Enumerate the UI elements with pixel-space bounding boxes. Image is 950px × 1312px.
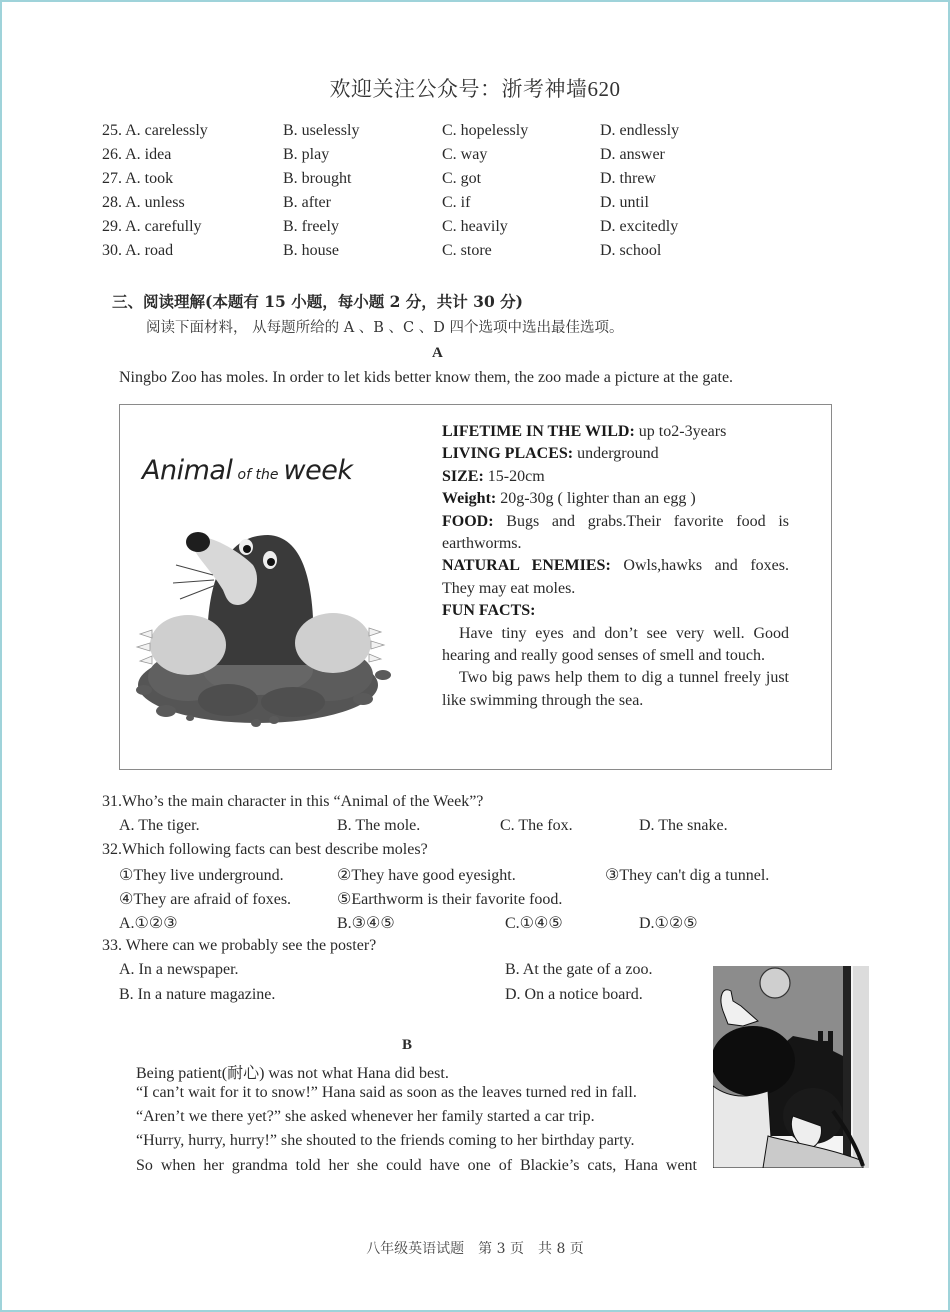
cloze-option: C. store — [442, 242, 492, 259]
cloze-option: C. hopelessly — [442, 122, 529, 139]
question-32-statement: ①They live underground. — [119, 867, 284, 884]
cloze-option: C. way — [442, 146, 488, 163]
poster-title-animal: Animal — [142, 455, 233, 486]
fact-weight: Weight: 20g-30g ( lighter than an egg ) — [442, 490, 696, 508]
part-b-label: B — [402, 1037, 413, 1053]
fact-lifetime: LIFETIME IN THE WILD: up to2-3years — [442, 423, 727, 440]
poster-title — [142, 455, 353, 486]
mole-image — [128, 495, 396, 735]
question-31-option-b[interactable]: B. The mole. — [337, 817, 421, 834]
page-footer: 八年级英语试题 第 3 页 共 8 页 — [366, 1241, 584, 1257]
passage-paragraph: “I can’t wait for it to snow!” Hana said as soon as the leaves turned red in fall. — [136, 1084, 637, 1101]
question-31-option-a[interactable]: A. The tiger. — [119, 817, 200, 834]
passage-paragraph: “Aren’t we there yet?” she asked whenever her family started a car trip. — [136, 1108, 595, 1125]
cloze-option: 25. A. carelessly — [102, 122, 208, 139]
cloze-option: B. after — [283, 194, 331, 211]
cloze-option: C. got — [442, 170, 482, 187]
passage-paragraph: So when her grandma told her she could have one of Blackie’s cats, Hana went — [136, 1157, 697, 1174]
question-32-statement: ④They are afraid of foxes. — [119, 891, 292, 908]
question-32-statement: ②They have good eyesight. — [337, 867, 516, 884]
passage-paragraph: Being patient(耐心) was not what Hana did best. — [136, 1065, 449, 1082]
animal-poster — [119, 404, 832, 770]
poster-title-week: week — [283, 455, 353, 486]
question-33-stem: 33. Where can we probably see the poster? — [102, 937, 377, 954]
poster-title-of-the: of the — [237, 467, 279, 483]
cloze-option: B. uselessly — [283, 122, 360, 139]
header-title: 欢迎关注公众号：浙考神墙620 — [329, 77, 621, 101]
fun-fact: Two big paws help them to dig a tunnel freely just like swimming through the sea. — [442, 669, 789, 709]
question-32-option-c[interactable]: C.①④⑤ — [505, 915, 563, 932]
fact-food: FOOD: Bugs and grabs.Their favorite food is earthworms. — [442, 512, 789, 553]
cloze-option: 26. A. idea — [102, 146, 172, 163]
section-instruction: 阅读下面材料， 从每题所给的 A 、B 、C 、D 四个选项中选出最佳选项。 — [146, 320, 624, 336]
cloze-option: C. heavily — [442, 218, 508, 235]
cloze-option: B. freely — [283, 218, 339, 235]
cloze-option: 27. A. took — [102, 170, 174, 187]
question-33-option-b[interactable]: B. At the gate of a zoo. — [505, 961, 653, 978]
fact-living-places: LIVING PLACES: underground — [442, 445, 659, 463]
question-32-option-b[interactable]: B.③④⑤ — [337, 915, 395, 932]
children-window-illustration — [713, 966, 869, 1168]
cloze-option: D. excitedly — [600, 218, 679, 235]
cloze-option: C. if — [442, 194, 471, 211]
cloze-option: B. brought — [283, 170, 352, 187]
question-31-option-d[interactable]: D. The snake. — [639, 817, 728, 834]
question-32-statement: ⑤Earthworm is their favorite food. — [337, 891, 563, 908]
question-31-stem: 31.Who’s the main character in this “Animal of the Week”? — [102, 793, 484, 810]
cloze-option: D. school — [600, 242, 662, 259]
cloze-option: 29. A. carefully — [102, 218, 202, 235]
question-33-option-d[interactable]: D. On a notice board. — [505, 986, 643, 1003]
cloze-option: B. house — [283, 242, 339, 259]
cloze-option: 30. A. road — [102, 242, 174, 259]
question-32-statement: ③They can't dig a tunnel. — [605, 867, 770, 884]
fact-natural-enemies: NATURAL ENEMIES: Owls,hawks and foxes. They may eat moles. — [442, 557, 790, 597]
passage-paragraph: “Hurry, hurry, hurry!” she shouted to the friends coming to her birthday party. — [136, 1132, 635, 1149]
question-32-stem: 32.Which following facts can best describe moles? — [102, 841, 428, 858]
fact-size: SIZE: 15-20cm — [442, 467, 545, 485]
cloze-option: D. threw — [600, 170, 656, 187]
part-a-label: A — [432, 345, 443, 361]
question-32-option-a[interactable]: A.①②③ — [119, 915, 178, 932]
question-31-option-c[interactable]: C. The fox. — [500, 817, 573, 834]
cloze-option: 28. A. unless — [102, 194, 185, 211]
question-32-option-d[interactable]: D.①②⑤ — [639, 915, 698, 932]
part-a-intro: Ningbo Zoo has moles. In order to let kids better know them, the zoo made a picture at the gate. — [119, 369, 734, 386]
cloze-option: D. answer — [600, 146, 665, 163]
cloze-option: D. until — [600, 194, 649, 211]
question-33-option-c[interactable]: B. In a nature magazine. — [119, 986, 276, 1003]
cloze-option: B. play — [283, 146, 330, 163]
cloze-option: D. endlessly — [600, 122, 680, 139]
fun-fact: Have tiny eyes and don’t see very well. Good hearing and really good senses of smell and touch. — [442, 624, 789, 665]
fact-fun-facts-heading: FUN FACTS: — [442, 602, 536, 620]
question-33-option-a[interactable]: A. In a newspaper. — [119, 961, 239, 978]
mole-facts — [442, 421, 789, 712]
moon-icon — [760, 968, 790, 998]
section-heading: 三、阅读理解(本题有 15 小题，每小题 2 分，共计 30 分) — [112, 292, 523, 311]
